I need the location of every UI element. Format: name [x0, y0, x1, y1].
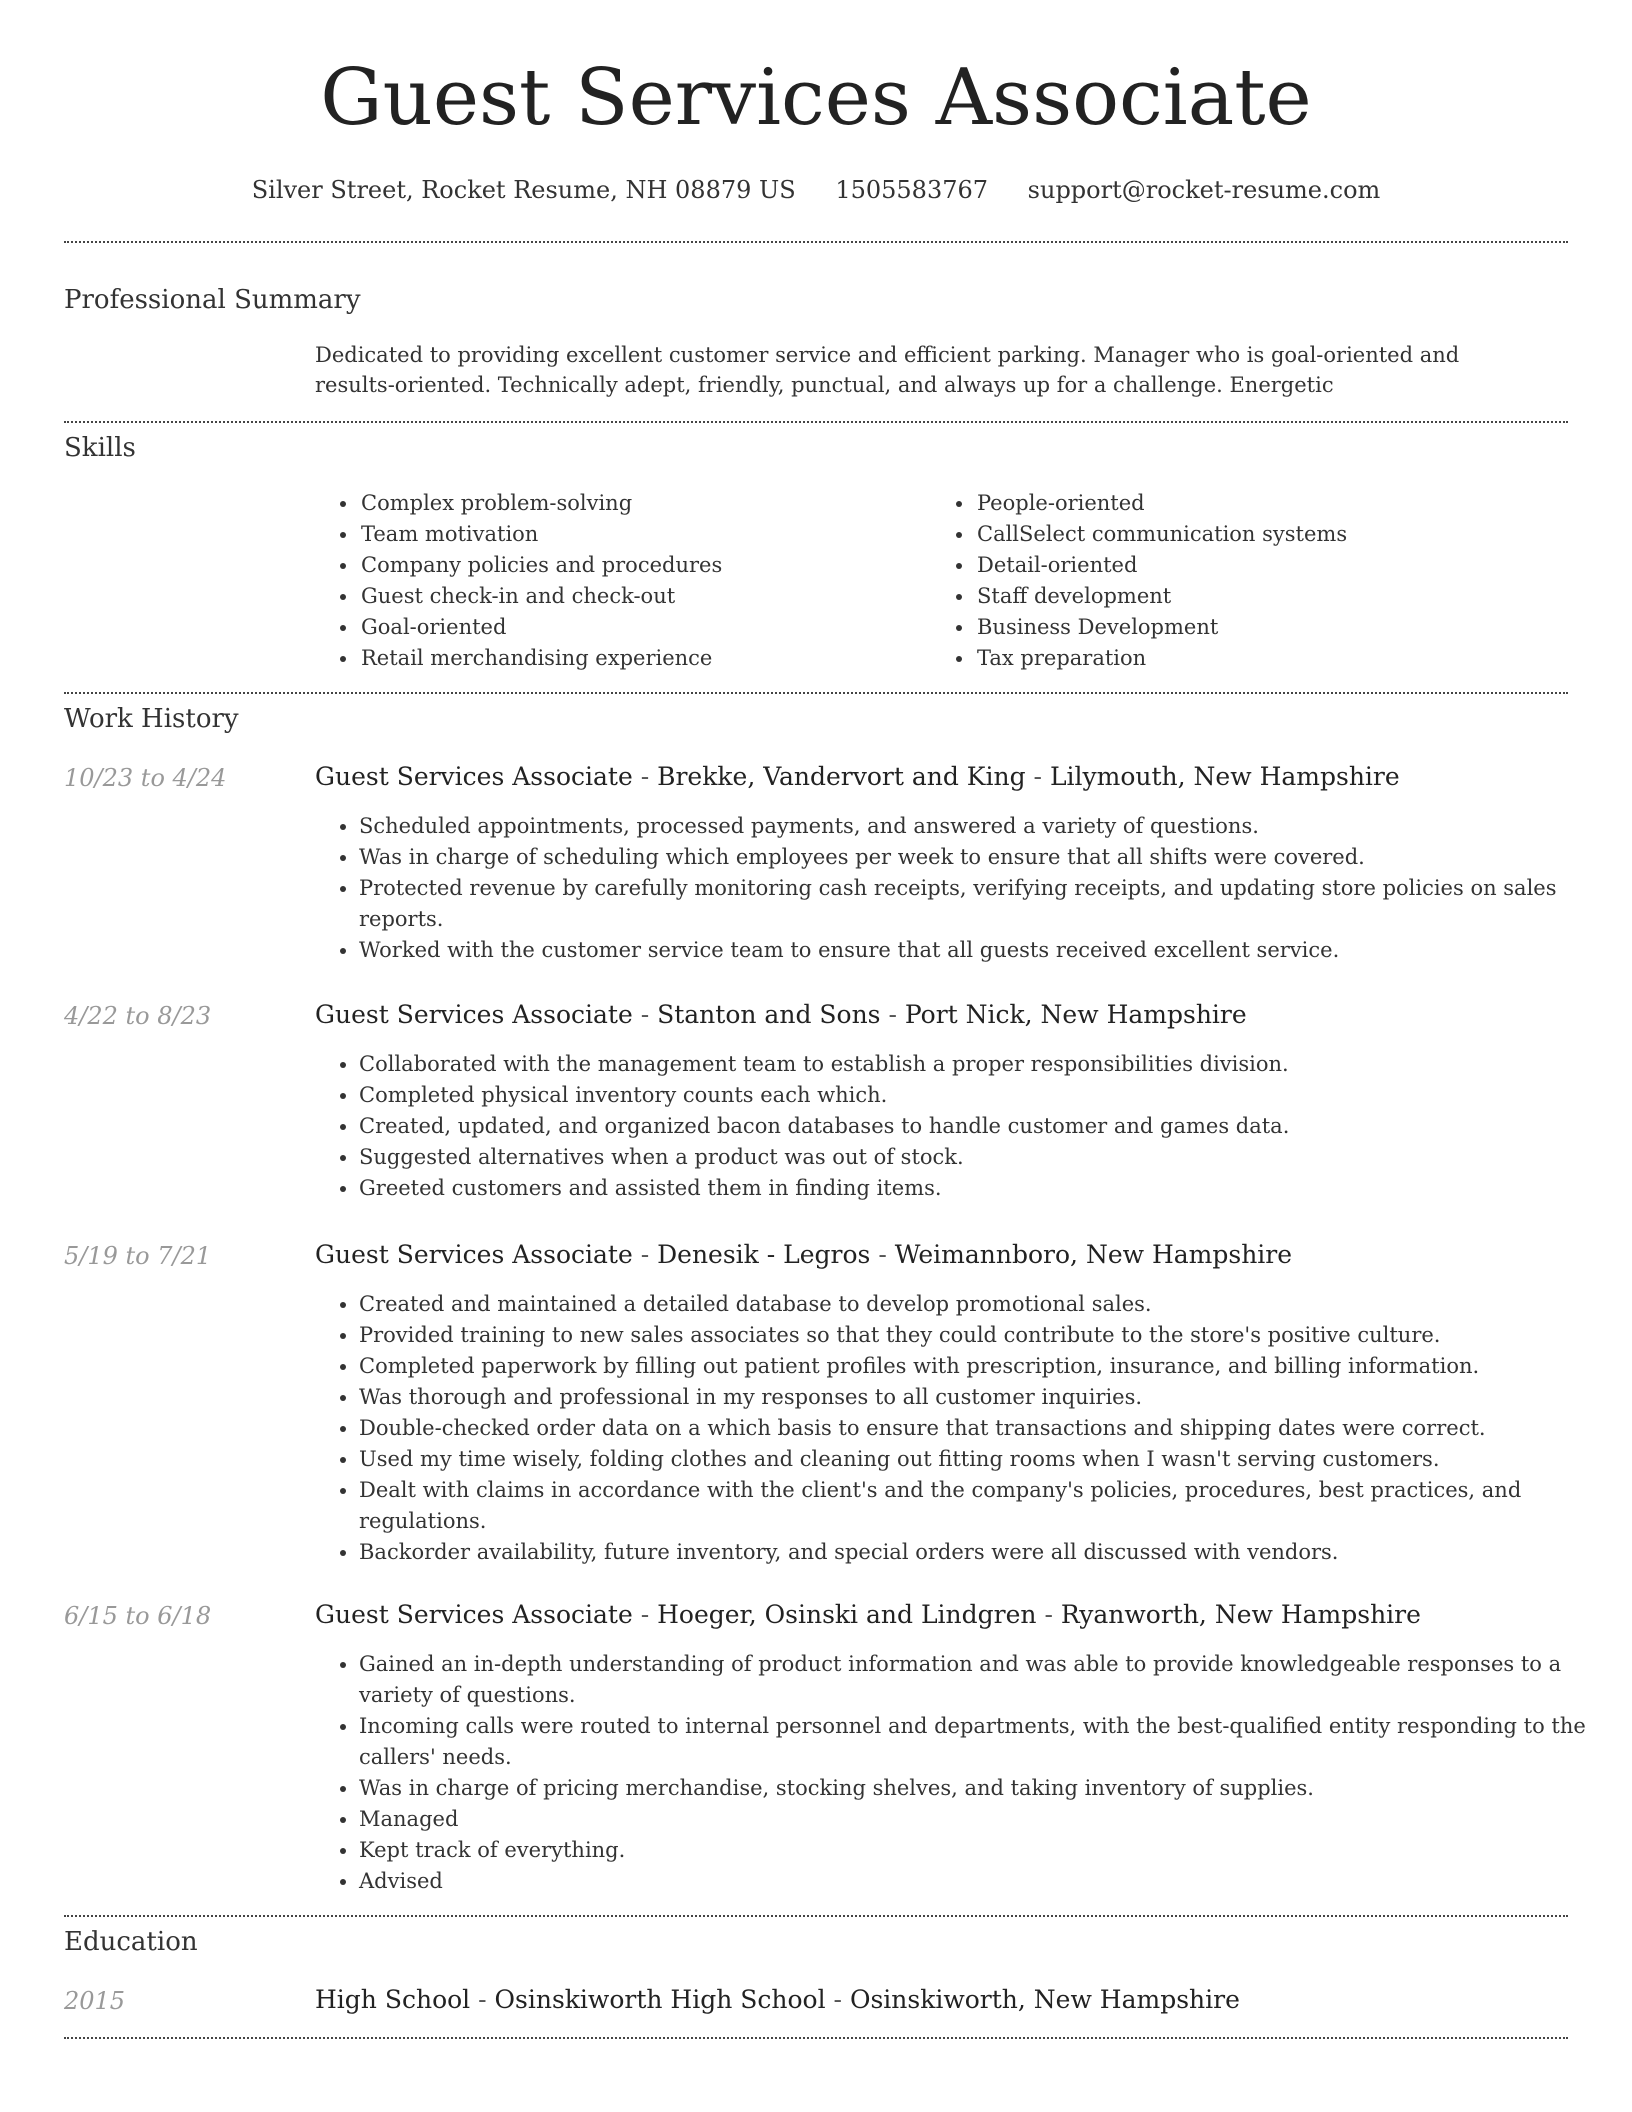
- job-title: [315, 760, 1400, 794]
- skill-item: • CallSelect communication systems: [975, 519, 1347, 550]
- job-company: Hoeger, Osinski and Lindgren: [657, 1600, 1037, 1629]
- skill-item: • Business Development: [975, 612, 1347, 643]
- job-dates: 4/22 to 8/23: [64, 1002, 212, 1030]
- job-location: Lilymouth, New Hampshire: [1049, 762, 1400, 791]
- divider: [64, 1915, 1568, 1917]
- contact-phone: 1505583767: [835, 176, 989, 204]
- education-school: Osinskiworth High School: [494, 1985, 826, 2014]
- job-bullet: • Dealt with claims in accordance with the client's and the company's policies, procedures, best practices, and regulations.: [359, 1475, 1589, 1537]
- education-degree: High School: [315, 1985, 471, 2014]
- job-company: Brekke, Vandervort and King: [657, 762, 1026, 791]
- contact-line: [0, 170, 1632, 210]
- resume-name: Guest Services Associate: [320, 53, 1312, 143]
- skill-item: • Tax preparation: [975, 643, 1347, 674]
- title-separator: -: [825, 1985, 850, 2014]
- job-bullet: • Scheduled appointments, processed payments, and answered a variety of questions.: [359, 811, 1589, 842]
- skills-list-right: [946, 488, 1347, 674]
- contact-email: support@rocket-resume.com: [1027, 176, 1381, 204]
- skill-item: • Goal-oriented: [359, 612, 722, 643]
- job-bullets: [315, 1649, 1589, 1897]
- job-company: Stanton and Sons: [657, 1000, 881, 1029]
- job-bullet: • Advised: [359, 1866, 1589, 1897]
- job-bullets: [315, 811, 1589, 966]
- job-bullet: • Incoming calls were routed to internal personnel and departments, with the best-qualified entity responding to the callers' needs.: [359, 1711, 1589, 1773]
- job-company: Denesik - Legros: [657, 1240, 871, 1269]
- job-role: Guest Services Associate: [315, 762, 633, 791]
- divider: [64, 692, 1568, 694]
- skill-item: • Guest check-in and check-out: [359, 581, 722, 612]
- job-bullet: • Provided training to new sales associates so that they could contribute to the store's positive culture.: [359, 1320, 1589, 1351]
- skill-item: • Retail merchandising experience: [359, 643, 722, 674]
- job-bullets: [315, 1289, 1589, 1568]
- job-bullet: • Created and maintained a detailed database to develop promotional sales.: [359, 1289, 1589, 1320]
- title-separator: -: [870, 1240, 895, 1269]
- job-bullet: • Backorder availability, future inventory, and special orders were all discussed with vendors.: [359, 1537, 1589, 1568]
- title-separator: -: [632, 762, 658, 791]
- title-separator: -: [632, 1600, 658, 1629]
- section-title-work: Work History: [64, 704, 239, 734]
- skill-item: • People-oriented: [975, 488, 1347, 519]
- job-bullet: • Gained an in-depth understanding of product information and was able to provide knowledgeable responses to a variety of questions.: [359, 1649, 1589, 1711]
- job-bullet: • Worked with the customer service team to ensure that all guests received excellent service.: [359, 935, 1589, 966]
- skill-item: • Staff development: [975, 581, 1347, 612]
- job-bullet: • Managed: [359, 1804, 1589, 1835]
- job-bullet: • Kept track of everything.: [359, 1835, 1589, 1866]
- contact-address: Silver Street, Rocket Resume, NH 08879 US: [251, 176, 796, 204]
- title-separator: -: [1036, 1600, 1061, 1629]
- job-bullet: • Protected revenue by carefully monitoring cash receipts, verifying receipts, and updating store policies on sales reports.: [359, 873, 1589, 935]
- skill-item: • Company policies and procedures: [359, 550, 722, 581]
- skill-item: • Complex problem-solving: [359, 488, 722, 519]
- job-bullet: • Was in charge of scheduling which employees per week to ensure that all shifts were covered.: [359, 842, 1589, 873]
- education-entry: [315, 1983, 1240, 2017]
- job-dates: 10/23 to 4/24: [64, 764, 227, 792]
- title-separator: -: [1025, 762, 1050, 791]
- job-role: Guest Services Associate: [315, 1240, 633, 1269]
- skills-list-left: [330, 488, 722, 674]
- job-bullet: • Completed physical inventory counts each which.: [359, 1080, 1589, 1111]
- job-bullets: [315, 1049, 1589, 1204]
- summary-text: Dedicated to providing excellent customer service and efficient parking. Manager who is goal-oriented and results-oriented. Technically adept, friendly, punctual, and always up for a challenge. Energetic: [315, 343, 1460, 397]
- job-location: Port Nick, New Hampshire: [904, 1000, 1247, 1029]
- job-bullet: • Used my time wisely, folding clothes and cleaning out fitting rooms when I wasn't serving customers.: [359, 1444, 1589, 1475]
- job-location: Weimannboro, New Hampshire: [894, 1240, 1293, 1269]
- job-bullet: • Collaborated with the management team to establish a proper responsibilities division.: [359, 1049, 1589, 1080]
- job-role: Guest Services Associate: [315, 1000, 633, 1029]
- section-title-education: Education: [64, 1927, 198, 1957]
- job-location: Ryanworth, New Hampshire: [1060, 1600, 1421, 1629]
- job-dates: 5/19 to 7/21: [64, 1242, 212, 1270]
- job-bullet: • Completed paperwork by filling out patient profiles with prescription, insurance, and billing information.: [359, 1351, 1589, 1382]
- title-separator: -: [470, 1985, 495, 2014]
- section-title-skills: Skills: [64, 433, 136, 463]
- job-dates: 6/15 to 6/18: [64, 1602, 212, 1630]
- divider: [64, 2037, 1568, 2039]
- divider: [64, 421, 1568, 423]
- divider: [64, 241, 1568, 243]
- title-separator: -: [880, 1000, 905, 1029]
- job-bullet: • Greeted customers and assisted them in finding items.: [359, 1173, 1589, 1204]
- title-separator: -: [632, 1000, 658, 1029]
- skill-item: • Detail-oriented: [975, 550, 1347, 581]
- job-title: [315, 1598, 1421, 1632]
- job-title: [315, 998, 1247, 1032]
- section-title-summary: Professional Summary: [64, 285, 361, 315]
- education-location: Osinskiworth, New Hampshire: [849, 1985, 1240, 2014]
- education-year: 2015: [64, 1987, 126, 2015]
- job-bullet: • Was in charge of pricing merchandise, stocking shelves, and taking inventory of supplies.: [359, 1773, 1589, 1804]
- job-bullet: • Suggested alternatives when a product was out of stock.: [359, 1142, 1589, 1173]
- job-role: Guest Services Associate: [315, 1600, 633, 1629]
- job-bullet: • Created, updated, and organized bacon databases to handle customer and games data.: [359, 1111, 1589, 1142]
- job-bullet: • Was thorough and professional in my responses to all customer inquiries.: [359, 1382, 1589, 1413]
- job-title: [315, 1238, 1292, 1272]
- job-bullet: • Double-checked order data on a which basis to ensure that transactions and shipping dates were correct.: [359, 1413, 1589, 1444]
- title-separator: -: [632, 1240, 658, 1269]
- skill-item: • Team motivation: [359, 519, 722, 550]
